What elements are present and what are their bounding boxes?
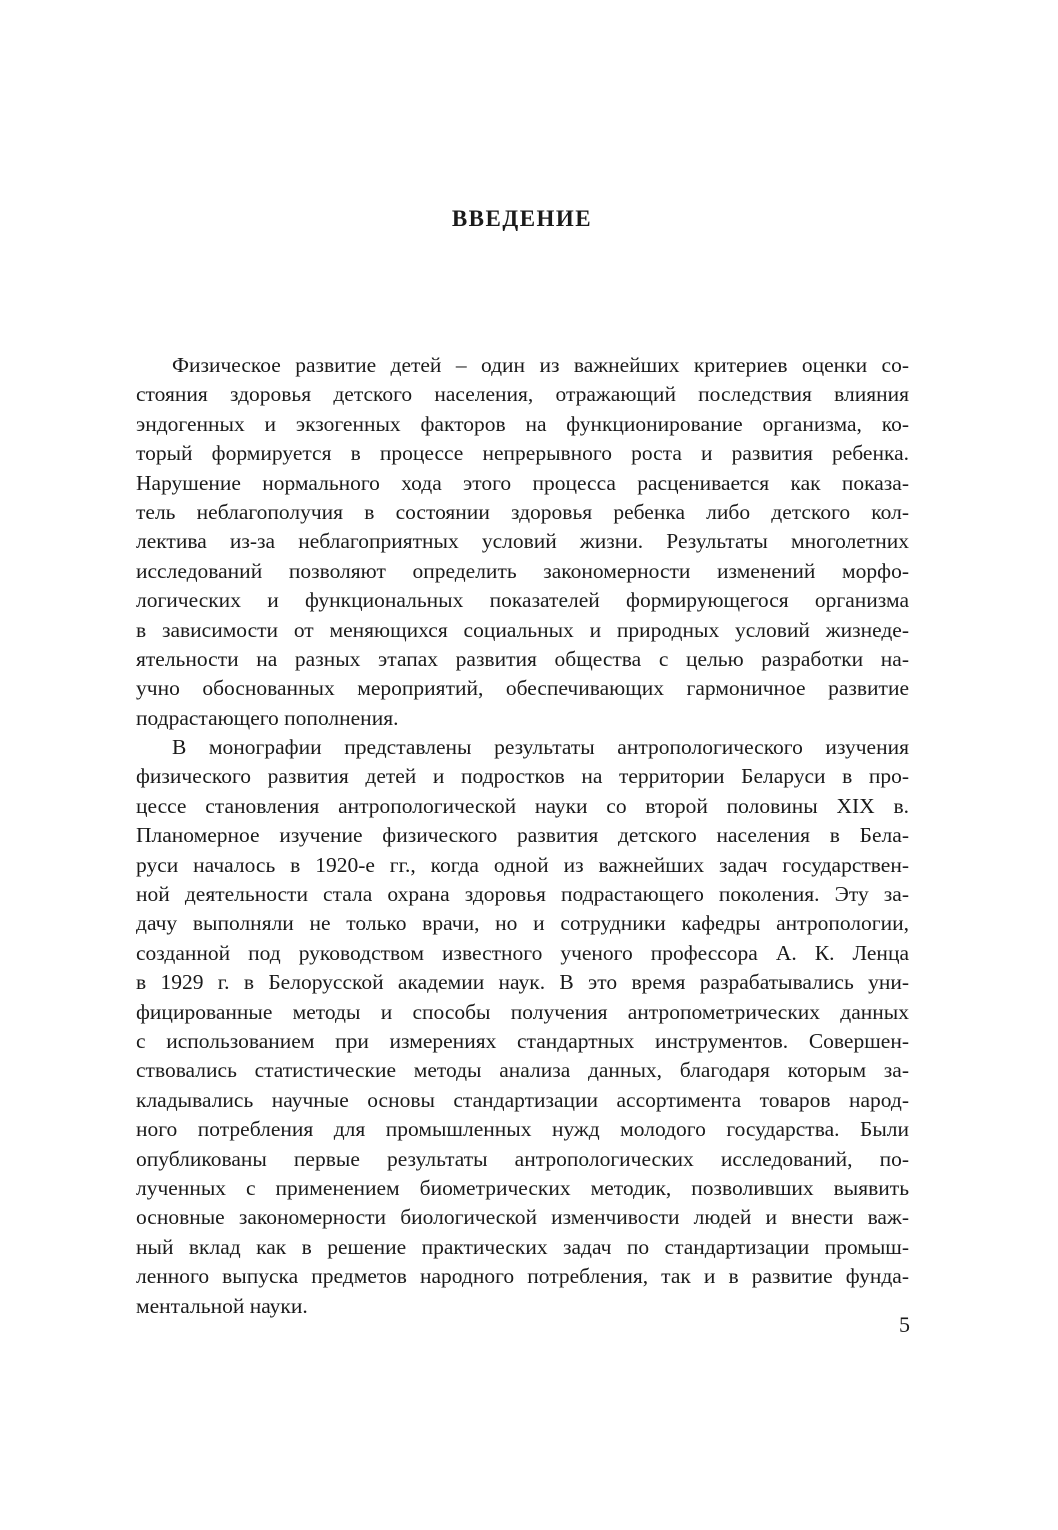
paragraph-1	[136, 351, 909, 733]
text-line: лученных с применением биометрических методик, позволивших выявить	[136, 1175, 909, 1200]
text-line: логических и функциональных показателей формирующегося организма	[136, 588, 909, 613]
page-title: ВВЕДЕНИЕ	[451, 206, 593, 231]
text-line: стояния здоровья детского населения, отражающий последствия влияния	[136, 382, 909, 407]
text-line: опубликованы первые результаты антропологических исследований, по-	[136, 1146, 909, 1171]
text-line: ленного выпуска предметов народного потребления, так и в развитие фунда-	[136, 1264, 909, 1289]
text-line: ного потребления для промышленных нужд молодого государства. Были	[136, 1117, 909, 1142]
text-line: ный вклад как в решение практических задач по стандартизации промыш-	[136, 1234, 909, 1259]
text-line: цессе становления антропологической науки со второй половины XIX в.	[136, 793, 909, 818]
body-text	[136, 351, 909, 1321]
text-line: подрастающего пополнения.	[136, 705, 399, 730]
text-line: учно обоснованных мероприятий, обеспечивающих гармоничное развитие	[136, 676, 909, 701]
text-line: Физическое развитие детей – один из важнейших критериев оценки со-	[172, 353, 909, 377]
text-line: лектива из-за неблагоприятных условий жизни. Результаты многолетних	[136, 529, 909, 554]
text-line: ментальной науки.	[136, 1293, 308, 1318]
text-line: кладывались научные основы стандартизации ассортимента товаров народ-	[136, 1087, 909, 1112]
text-line: с использованием при измерениях стандартных инструментов. Совершен-	[136, 1028, 909, 1053]
text-line: дачу выполняли не только врачи, но и сотрудники кафедры антропологии,	[136, 911, 909, 936]
text-line: исследований позволяют определить закономерности изменений морфо-	[136, 558, 909, 583]
text-line: ятельности на разных этапах развития общества с целью разработки на-	[136, 646, 909, 671]
text-line: физического развития детей и подростков на территории Беларуси в про-	[136, 764, 909, 789]
text-line: в зависимости от меняющихся социальных и природных условий жизнеде-	[136, 617, 909, 642]
text-line: Планомерное изучение физического развития детского населения в Бела-	[136, 823, 909, 848]
text-line: ствовались статистические методы анализа данных, благодаря которым за-	[136, 1058, 909, 1083]
text-line: руси началось в 1920-е гг., когда одной из важнейших задач государствен-	[136, 852, 909, 877]
text-line: в 1929 г. в Белорусской академии наук. В это время разрабатывались уни-	[136, 970, 909, 995]
paragraph-2	[136, 733, 909, 1321]
text-line: Нарушение нормального хода этого процесса расценивается как показа-	[136, 470, 909, 495]
text-line: эндогенных и экзогенных факторов на функционирование организма, ко-	[136, 411, 909, 436]
page-number: 5	[899, 1312, 910, 1337]
text-line: тель неблагополучия в состоянии здоровья ребенка либо детского кол-	[136, 499, 909, 524]
text-line: основные закономерности биологической изменчивости людей и внести важ-	[136, 1205, 909, 1230]
text-line: В монографии представлены результаты антропологического изучения	[172, 735, 909, 760]
text-line: фицированные методы и способы получения антропометрических данных	[136, 999, 909, 1024]
text-line: ной деятельности стала охрана здоровья подрастающего поколения. Эту за-	[136, 882, 909, 907]
text-line: созданной под руководством известного ученого профессора А. К. Ленца	[136, 940, 909, 965]
text-line: торый формируется в процессе непрерывного роста и развития ребенка.	[136, 441, 909, 466]
